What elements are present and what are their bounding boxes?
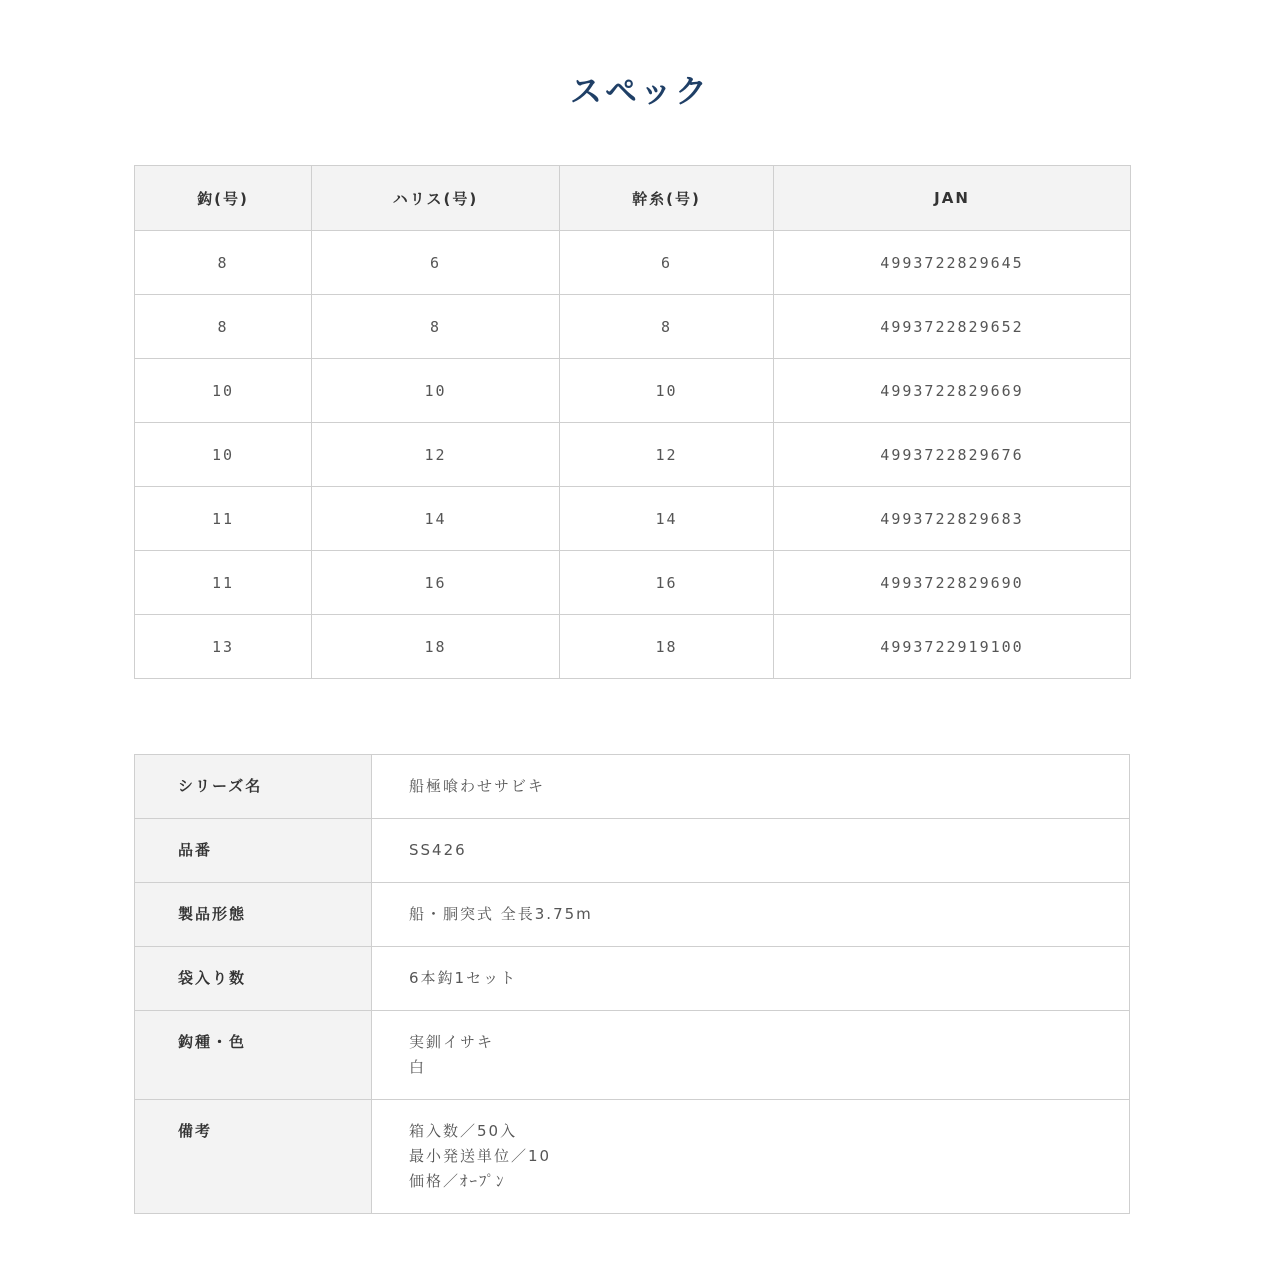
table-row xyxy=(135,295,1131,359)
notes-min-unit: 最小発送単位／10 xyxy=(409,1147,552,1165)
series-label: シリーズ名 xyxy=(135,755,372,819)
cell-hook-size: 13 xyxy=(135,615,312,679)
cell-mikiito: 6 xyxy=(560,231,774,295)
cell-harisu: 10 xyxy=(312,359,560,423)
table-row xyxy=(135,615,1131,679)
cell-hook-size: 11 xyxy=(135,487,312,551)
spec-table xyxy=(134,165,1131,679)
cell-mikiito: 12 xyxy=(560,423,774,487)
table-row xyxy=(135,423,1131,487)
product-info-table xyxy=(134,754,1130,1214)
page-title: スペック xyxy=(569,72,710,110)
spec-header-row xyxy=(135,166,1131,231)
header-mikiito: 幹糸(号) xyxy=(560,166,774,231)
hook-value xyxy=(372,1011,1130,1100)
notes-label: 備考 xyxy=(135,1100,372,1214)
cell-mikiito: 8 xyxy=(560,295,774,359)
product-no-value: SS426 xyxy=(372,819,1130,883)
cell-hook-size: 11 xyxy=(135,551,312,615)
header-hook-size: 鈎(号) xyxy=(135,166,312,231)
cell-hook-size: 8 xyxy=(135,295,312,359)
quantity-label: 袋入り数 xyxy=(135,947,372,1011)
cell-harisu: 8 xyxy=(312,295,560,359)
spec-table-body xyxy=(135,231,1131,679)
form-value: 船・胴突式 全長3.75m xyxy=(372,883,1130,947)
cell-harisu: 12 xyxy=(312,423,560,487)
cell-mikiito: 18 xyxy=(560,615,774,679)
cell-hook-size: 10 xyxy=(135,423,312,487)
cell-jan: 4993722829652 xyxy=(774,295,1131,359)
info-row-product-no xyxy=(135,819,1130,883)
info-row-form xyxy=(135,883,1130,947)
info-row-hook xyxy=(135,1011,1130,1100)
series-value: 船極喰わせサビキ xyxy=(372,755,1130,819)
header-jan: JAN xyxy=(774,166,1131,231)
cell-jan: 4993722829645 xyxy=(774,231,1131,295)
cell-harisu: 6 xyxy=(312,231,560,295)
info-row-notes xyxy=(135,1100,1130,1214)
header-harisu: ハリス(号) xyxy=(312,166,560,231)
cell-jan: 4993722829683 xyxy=(774,487,1131,551)
cell-mikiito: 14 xyxy=(560,487,774,551)
cell-jan: 4993722919100 xyxy=(774,615,1131,679)
spec-table-header xyxy=(135,166,1131,231)
info-row-series xyxy=(135,755,1130,819)
cell-jan: 4993722829690 xyxy=(774,551,1131,615)
quantity-value: 6本鈎1セット xyxy=(372,947,1130,1011)
hook-label: 鈎種・色 xyxy=(135,1011,372,1100)
product-info-body xyxy=(135,755,1130,1214)
hook-color-text: 白 xyxy=(409,1058,427,1076)
table-row xyxy=(135,551,1131,615)
cell-mikiito: 10 xyxy=(560,359,774,423)
notes-box-quantity: 箱入数／50入 xyxy=(409,1122,518,1140)
hook-type-text: 実釧イサキ xyxy=(409,1033,495,1051)
info-row-quantity xyxy=(135,947,1130,1011)
cell-jan: 4993722829676 xyxy=(774,423,1131,487)
table-row xyxy=(135,359,1131,423)
cell-harisu: 16 xyxy=(312,551,560,615)
cell-mikiito: 16 xyxy=(560,551,774,615)
cell-hook-size: 10 xyxy=(135,359,312,423)
cell-hook-size: 8 xyxy=(135,231,312,295)
form-label: 製品形態 xyxy=(135,883,372,947)
table-row xyxy=(135,231,1131,295)
cell-jan: 4993722829669 xyxy=(774,359,1131,423)
notes-price: 価格／ｵｰﾌﾟﾝ xyxy=(409,1172,506,1190)
notes-value xyxy=(372,1100,1130,1214)
product-no-label: 品番 xyxy=(135,819,372,883)
cell-harisu: 18 xyxy=(312,615,560,679)
cell-harisu: 14 xyxy=(312,487,560,551)
table-row xyxy=(135,487,1131,551)
